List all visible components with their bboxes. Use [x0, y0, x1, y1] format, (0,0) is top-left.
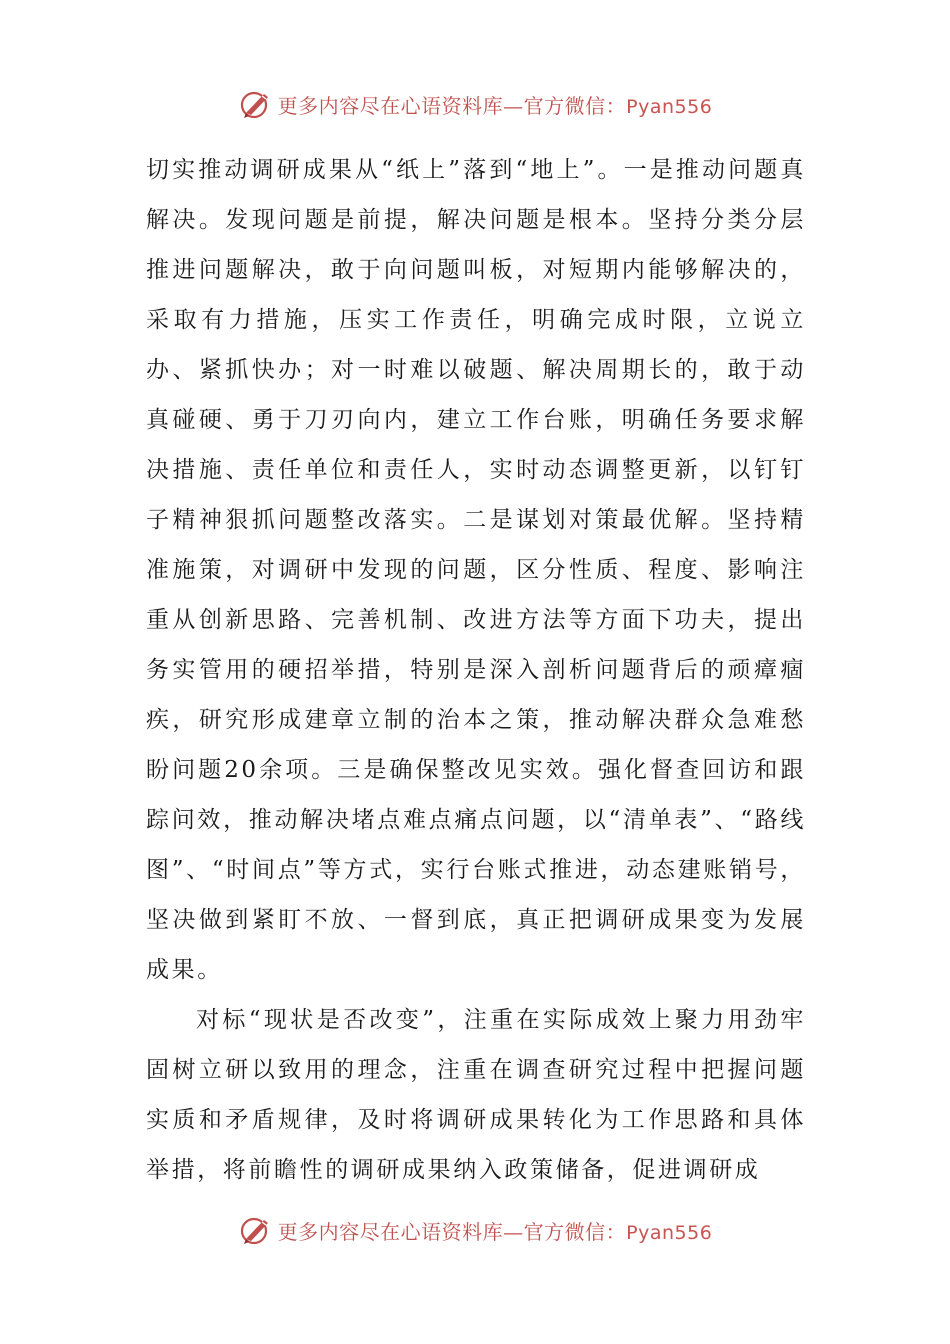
- paragraph-1: 切实推动调研成果从“纸上”落到“地上”。一是推动问题真解决。发现问题是前提，解决问题是根本。坚持分类分层推进问题解决，敢于向问题叫板，对短期内能够解决的，采取有力措施，压实工作责任，明确完成时限，立说立办、紧抓快办；对一时难以破题、解决周期长的，敢于动真碰硬、勇于刀刃向内，建立工作台账，明确任务要求解决措施、责任单位和责任人，实时动态调整更新，以钉钉子精神狠抓问题整改落实。二是谋划对策最优解。坚持精准施策，对调研中发现的问题，区分性质、程度、影响注重从创新思路、完善机制、改进方法等方面下功夫，提出务实管用的硬招举措，特别是深入剖析问题背后的顽瘴痼疾，研究形成建章立制的治本之策，推动解决群众急难愁盼问题20余项。三是确保整改见实效。强化督查回访和跟踪问效，推动解决堵点难点痛点问题，以“清单表”、“路线图”、“时间点”等方式，实行台账式推进，动态建账销号，坚决做到紧盯不放、一督到底，真正把调研成果变为发展成果。: [146, 157, 806, 983]
- wechat-id: Pyan556: [626, 1221, 713, 1244]
- wechat-id: Pyan556: [626, 95, 713, 118]
- pen-logo-icon: [238, 86, 274, 122]
- paragraph-2: 对标“现状是否改变”，注重在实际成效上聚力用劲牢固树立研以致用的理念，注重在调查研究过程中把握问题实质和矛盾规律，及时将调研成果转化为工作思路和具体举措，将前瞻性的调研成果纳入政策储备，促进调研成: [146, 1007, 806, 1183]
- pen-logo-icon: [238, 1212, 274, 1248]
- banner-text: 更多内容尽在心语资料库—官方微信：Pyan556: [277, 93, 713, 118]
- banner-text: 更多内容尽在心语资料库—官方微信：Pyan556: [277, 1219, 713, 1244]
- header-banner: [0, 84, 950, 124]
- document-body: [146, 145, 806, 1195]
- footer-banner: [0, 1210, 950, 1250]
